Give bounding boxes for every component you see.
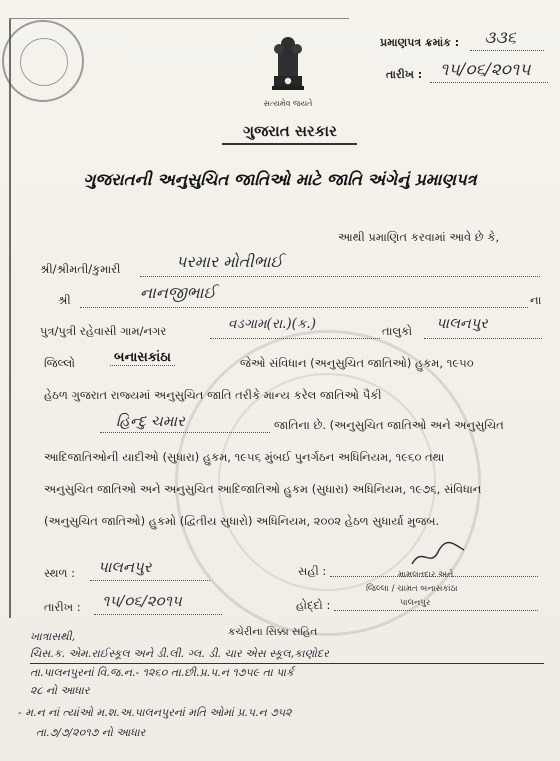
emblem-motto: સત્યમેવ જયતે [263, 99, 313, 108]
designation-label: હોદ્દો : [296, 598, 331, 612]
father-label: શ્રી [58, 293, 71, 307]
handwritten-signature [408, 540, 468, 570]
stamp-line-1: મામલતદાર અને [398, 570, 454, 580]
body-line-6: (અનુસુચિત જાતિઓ) હુકમો (દ્વિતીય સુધારો) અધિનિયમ, ૨૦૦૨ હેઠળ સુધાર્યા મુજબ. [44, 514, 440, 528]
place-label: સ્થળ : [44, 566, 76, 580]
signature-label: સહી : [298, 564, 327, 578]
certificate-no-value: ૩૩૬ [484, 28, 517, 48]
body-line-5: અનુસુચિત જાતિઓ અને અનુસુચિત આદિજાતિઓ હુકમ (સુધારા) અધિનિયમ, ૧૯૭૬, સંવિધાન [44, 482, 482, 496]
place-value: પાલનપુર [98, 558, 152, 576]
caste-suffix: જાતિના છે. (અનુસુચિત જાતિઓ અને અનુસુચિત [274, 418, 504, 432]
caste-value: હિન્દુ ચમાર [116, 412, 185, 430]
note-line-6: તા.૭/૭/૨૦૧૭ નો આધાર [36, 726, 146, 739]
father-value: નાનજીભાઈ [140, 283, 216, 302]
father-suffix: ના [530, 293, 542, 307]
note-line-3: તા.પાલનપુરનાં વિ.જ.ન.- ૧૨૬૦ તા.છી.પ્ર.પ.ન ૧૭૫૯ તા પાર્ક [30, 666, 294, 679]
stamp-line-2: જિલ્લા / ચામત બનાસકાંઠા [366, 584, 458, 594]
district-label: જિલ્લો [44, 356, 76, 370]
note-line-2: ચિસ.ક. એમ.રાઈસ્કૂલ અને ડી.લી. ગ્લ. ડી. ચાર એસ સ્કૂલ,કાણોદર [30, 647, 329, 660]
ashoka-emblem-icon [266, 28, 310, 98]
taluka-label: તાલુકો [382, 324, 413, 338]
note-line-5: - મ.ન નાં ત્યાંઓ મ.શ.અ.પાલનપુરનાં મતિ ઓમાં પ્ર.પ.ન ૭૫૨ [18, 706, 292, 719]
district-suffix: જેઓ સંવિધાન (અનુસુચિત જાતિઓ) હુકમ, ૧૯૫૦ [240, 356, 474, 370]
certificate-title: ગુજરાતની અનુસુચિત જાતિઓ માટે જાતિ અંગેનું પ્રમાણપત્ર [83, 170, 477, 189]
office-seal-label: કચેરીના સિક્કા સહિત [228, 626, 318, 638]
date-label: તારીખ : [386, 68, 423, 81]
government-title: ગુજરાત સરકાર [243, 122, 337, 140]
date-value: ૧૫/૦૬/૨૦૧૫ [440, 60, 531, 80]
resident-label: પુત્ર/પુત્રી રહેવાસી ગામ/નગર [40, 324, 167, 338]
taluka-value: પાલનપુર [436, 316, 488, 332]
note-line-1: ખાત્રાસથી, [30, 630, 76, 643]
footer-date-label: તારીખ : [44, 600, 81, 614]
page-border-left [9, 18, 11, 618]
intro-text: આથી પ્રમાણિત કરવામાં આવે છે કે, [338, 230, 500, 244]
page-border-top [9, 18, 349, 19]
name-value: પરમાર મોતીભાઈ [176, 252, 283, 271]
certificate-no-label: પ્રમાણપત્ર ક્રમાંક : [380, 36, 460, 49]
government-title-rule [222, 143, 357, 145]
body-line-4: આદિજાતિઓની યાદીઓ (સુધારા) હુકમ, ૧૯૫૬ મુંબઈ પુનર્ગઠન અધિનિયમ, ૧૯૬૦ તથા [44, 450, 445, 464]
name-label: શ્રી/શ્રીમતી/કુમારી [40, 262, 121, 276]
resident-value: વડગામ(રા.)(ક.) [228, 316, 316, 332]
body-line-2: હેઠળ ગુજરાત રાજ્યમાં અનુસુચિત જાતિ તરીકે માન્ય કરેલ જાતિઓ પૈકી [44, 388, 382, 402]
footer-date-value: ૧૫/૦૬/૨૦૧૫ [102, 592, 182, 610]
district-value: બનાસકાંઠા [110, 350, 175, 366]
stamp-line-3: પાલનપુર [400, 598, 431, 608]
note-line-4: ૨૮ નો આધાર [30, 684, 90, 697]
round-seal-stamp [2, 20, 84, 102]
